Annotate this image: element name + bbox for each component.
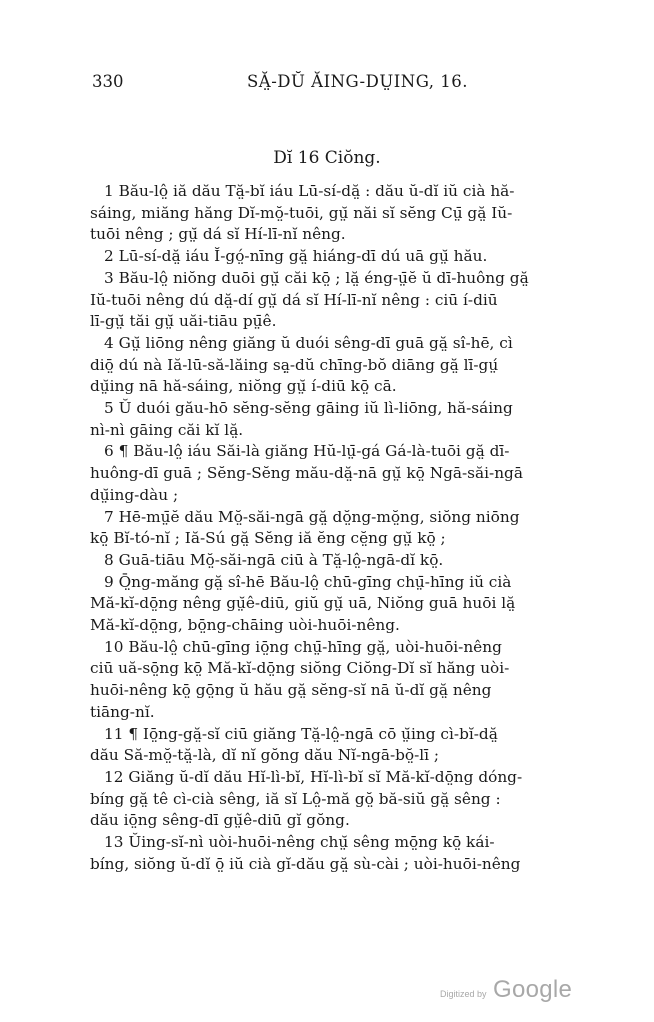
verse-line: 13 Ŭing-sĭ-nì uòi-huōi-nêng chṳ̆ sêng mō̤ng kō̤ kái-	[104, 833, 495, 852]
watermark-digitized-label: Digitized by	[440, 989, 487, 999]
verse-line: 5 Ŭ duói gău-hō sĕng-sĕng gāing iŭ lì-liōng, hă-sáing	[104, 399, 513, 418]
verse-paragraph	[90, 507, 574, 550]
verse-line: 3 Bău-lô̤ niŏng duōi gṳ̆ căi kō̤ ; lă̤ éng-ṳ̄ĕ ŭ dī-huông gă̤	[104, 268, 529, 287]
verse-line: tiāng-nĭ.	[90, 702, 155, 721]
verse-line: kō̤ Bĭ-tó-nĭ ; Iă-Sú gă̤ Sĕng iă ĕng cĕ̤ng gṳ̆ kō̤ ;	[90, 529, 446, 548]
verse-paragraph	[90, 572, 574, 637]
verse-paragraph	[90, 441, 574, 506]
verse-paragraph	[90, 832, 574, 875]
google-watermark	[440, 976, 572, 1004]
verse-line: Iŭ-tuōi nêng dú dă̤-dí gṳ̆ dá sĭ Hí-lī-nĭ nêng : ciū í-diū	[90, 290, 498, 309]
verse-line: 9 Ō̤ng-măng gă̤ sî-hē Bău-lô̤ chū-gīng chṳ̄-hīng iŭ cià	[104, 572, 512, 591]
running-head: SĂ̤-DŬ ĂING-DṲING, 16.	[247, 72, 469, 91]
verse-line: dṳ̆ing-dàu ;	[90, 485, 179, 504]
verse-line: 10 Bău-lô̤ chū-gīng iō̤ng chṳ̄-hīng gă̤, uòi-huōi-nêng	[104, 637, 502, 656]
verse-line: dṳ̆ing nā hă-sáing, niŏng gṳ̆ í-diū kō̤ cā.	[90, 377, 397, 396]
verse-line: ciū uă-sō̤ng kō̤ Mă-kĭ-dō̤ng siŏng Ciŏng-Dĭ sĭ hăng uòi-	[90, 659, 510, 678]
verse-line: bíng gă̤ tê cì-cià sêng, iă sĭ Lô̤-mă gŏ̤ bă-siŭ gă̤ sêng :	[90, 789, 501, 808]
verse-paragraph	[90, 637, 574, 724]
verse-line: dău Să-mŏ̤-tă̤-là, dĭ nĭ gŏng dău Nĭ-ngā-bŏ̤-lī ;	[90, 746, 440, 765]
verse-paragraph	[90, 246, 574, 268]
verse-line: Mă-kĭ-dō̤ng, bō̤ng-chāing uòi-huōi-nêng.	[90, 616, 400, 635]
verse-paragraph	[90, 398, 574, 441]
verse-line: dău iō̤ng sêng-dī gṳ̆ê-diū gĭ gŏng.	[90, 811, 350, 830]
verse-line: huông-dī guā ; Sĕng-Sĕng mău-dă̤-nā gṳ̆ kō̤ Ngā-săi-ngā	[90, 464, 523, 483]
verse-line: nì-nì gāing căi kĭ lă̤.	[90, 420, 244, 439]
verse-line: 2 Lū-sí-dă̤ iáu Ĭ-gó̤-nīng gă̤ hiáng-dī dú uā gṳ̆ hău.	[104, 247, 488, 266]
verse-line: 7 Hē-mṳ̄ĕ dău Mŏ̤-săi-ngā gă̤ dŏ̤ng-mŏ̤ng, siŏng niōng	[104, 507, 520, 526]
verse-line: 12 Giăng ŭ-dĭ dău Hĭ-lì-bĭ, Hĭ-lì-bĭ sĭ Mă-kĭ-dō̤ng dóng-	[104, 767, 523, 786]
verse-line: Mă-kĭ-dō̤ng nêng gṳ̆ê-diū, giŭ gṳ̆ uā, Niŏng guā huōi lă̤	[90, 594, 516, 613]
google-logo: Google	[492, 976, 573, 1003]
verse-paragraph	[90, 724, 574, 767]
verse-line: bíng, siŏng ŭ-dĭ ō̤ iŭ cià gĭ-dău gă̤ sù-cài ; uòi-huōi-nêng	[90, 854, 521, 873]
verse-line: huōi-nêng kō̤ gō̤ng ŭ hău gă̤ sĕng-sĭ nā ŭ-dĭ gă̤ nêng	[90, 681, 492, 700]
chapter-title: Dĭ 16 Ciŏng.	[273, 148, 381, 168]
verse-line: tuōi nêng ; gṳ̆ dá sĭ Hí-lī-nĭ nêng.	[90, 225, 346, 244]
scripture-text	[90, 181, 574, 876]
verse-line: 6 ¶ Bău-lô̤ iáu Săi-là giăng Hŭ-lṳ̄-gá Gá-là-tuōi gă̤ dī-	[104, 442, 510, 461]
verse-paragraph	[90, 333, 574, 398]
page-header	[92, 72, 572, 94]
verse-line: 11 ¶ Iō̤ng-gă̤-sĭ ciū giăng Tă̤-lô̤-ngā cō ṳ̆ing cì-bĭ-dă̤	[104, 724, 498, 743]
verse-line: diō̤ dú nà Iă-lū-să-lăing sạ̤-dŭ chīng-bŏ diāng gă̤ lī-gṳ́	[90, 355, 499, 374]
page-number: 330	[92, 72, 124, 91]
verse-paragraph	[90, 767, 574, 832]
verse-line: lī-gṳ̆ tăi gṳ̆ uăi-tiāu pṳ̄ê.	[90, 312, 277, 331]
verse-line: 1 Bău-lô̤ iă dău Tă̤-bĭ iáu Lū-sí-dă̤ : dău ŭ-dĭ iŭ cià hă-	[104, 182, 515, 200]
verse-line: 8 Guā-tiāu Mŏ̤-săi-ngā ciū à Tă̤-lô̤-ngā-dĭ kō̤.	[104, 550, 444, 569]
verse-paragraph	[90, 550, 574, 572]
verse-paragraph	[90, 268, 574, 333]
verse-line: sáing, miăng hăng Dĭ-mŏ̤-tuōi, gṳ̆ năi sĭ sĕng Cṳ̄ gă̤ Iŭ-	[90, 203, 513, 222]
verse-line: 4 Gṳ̆ liōng nêng giăng ŭ duói sêng-dī guā gă̤ sî-hē, cì	[104, 333, 513, 352]
verse-paragraph	[90, 181, 574, 246]
